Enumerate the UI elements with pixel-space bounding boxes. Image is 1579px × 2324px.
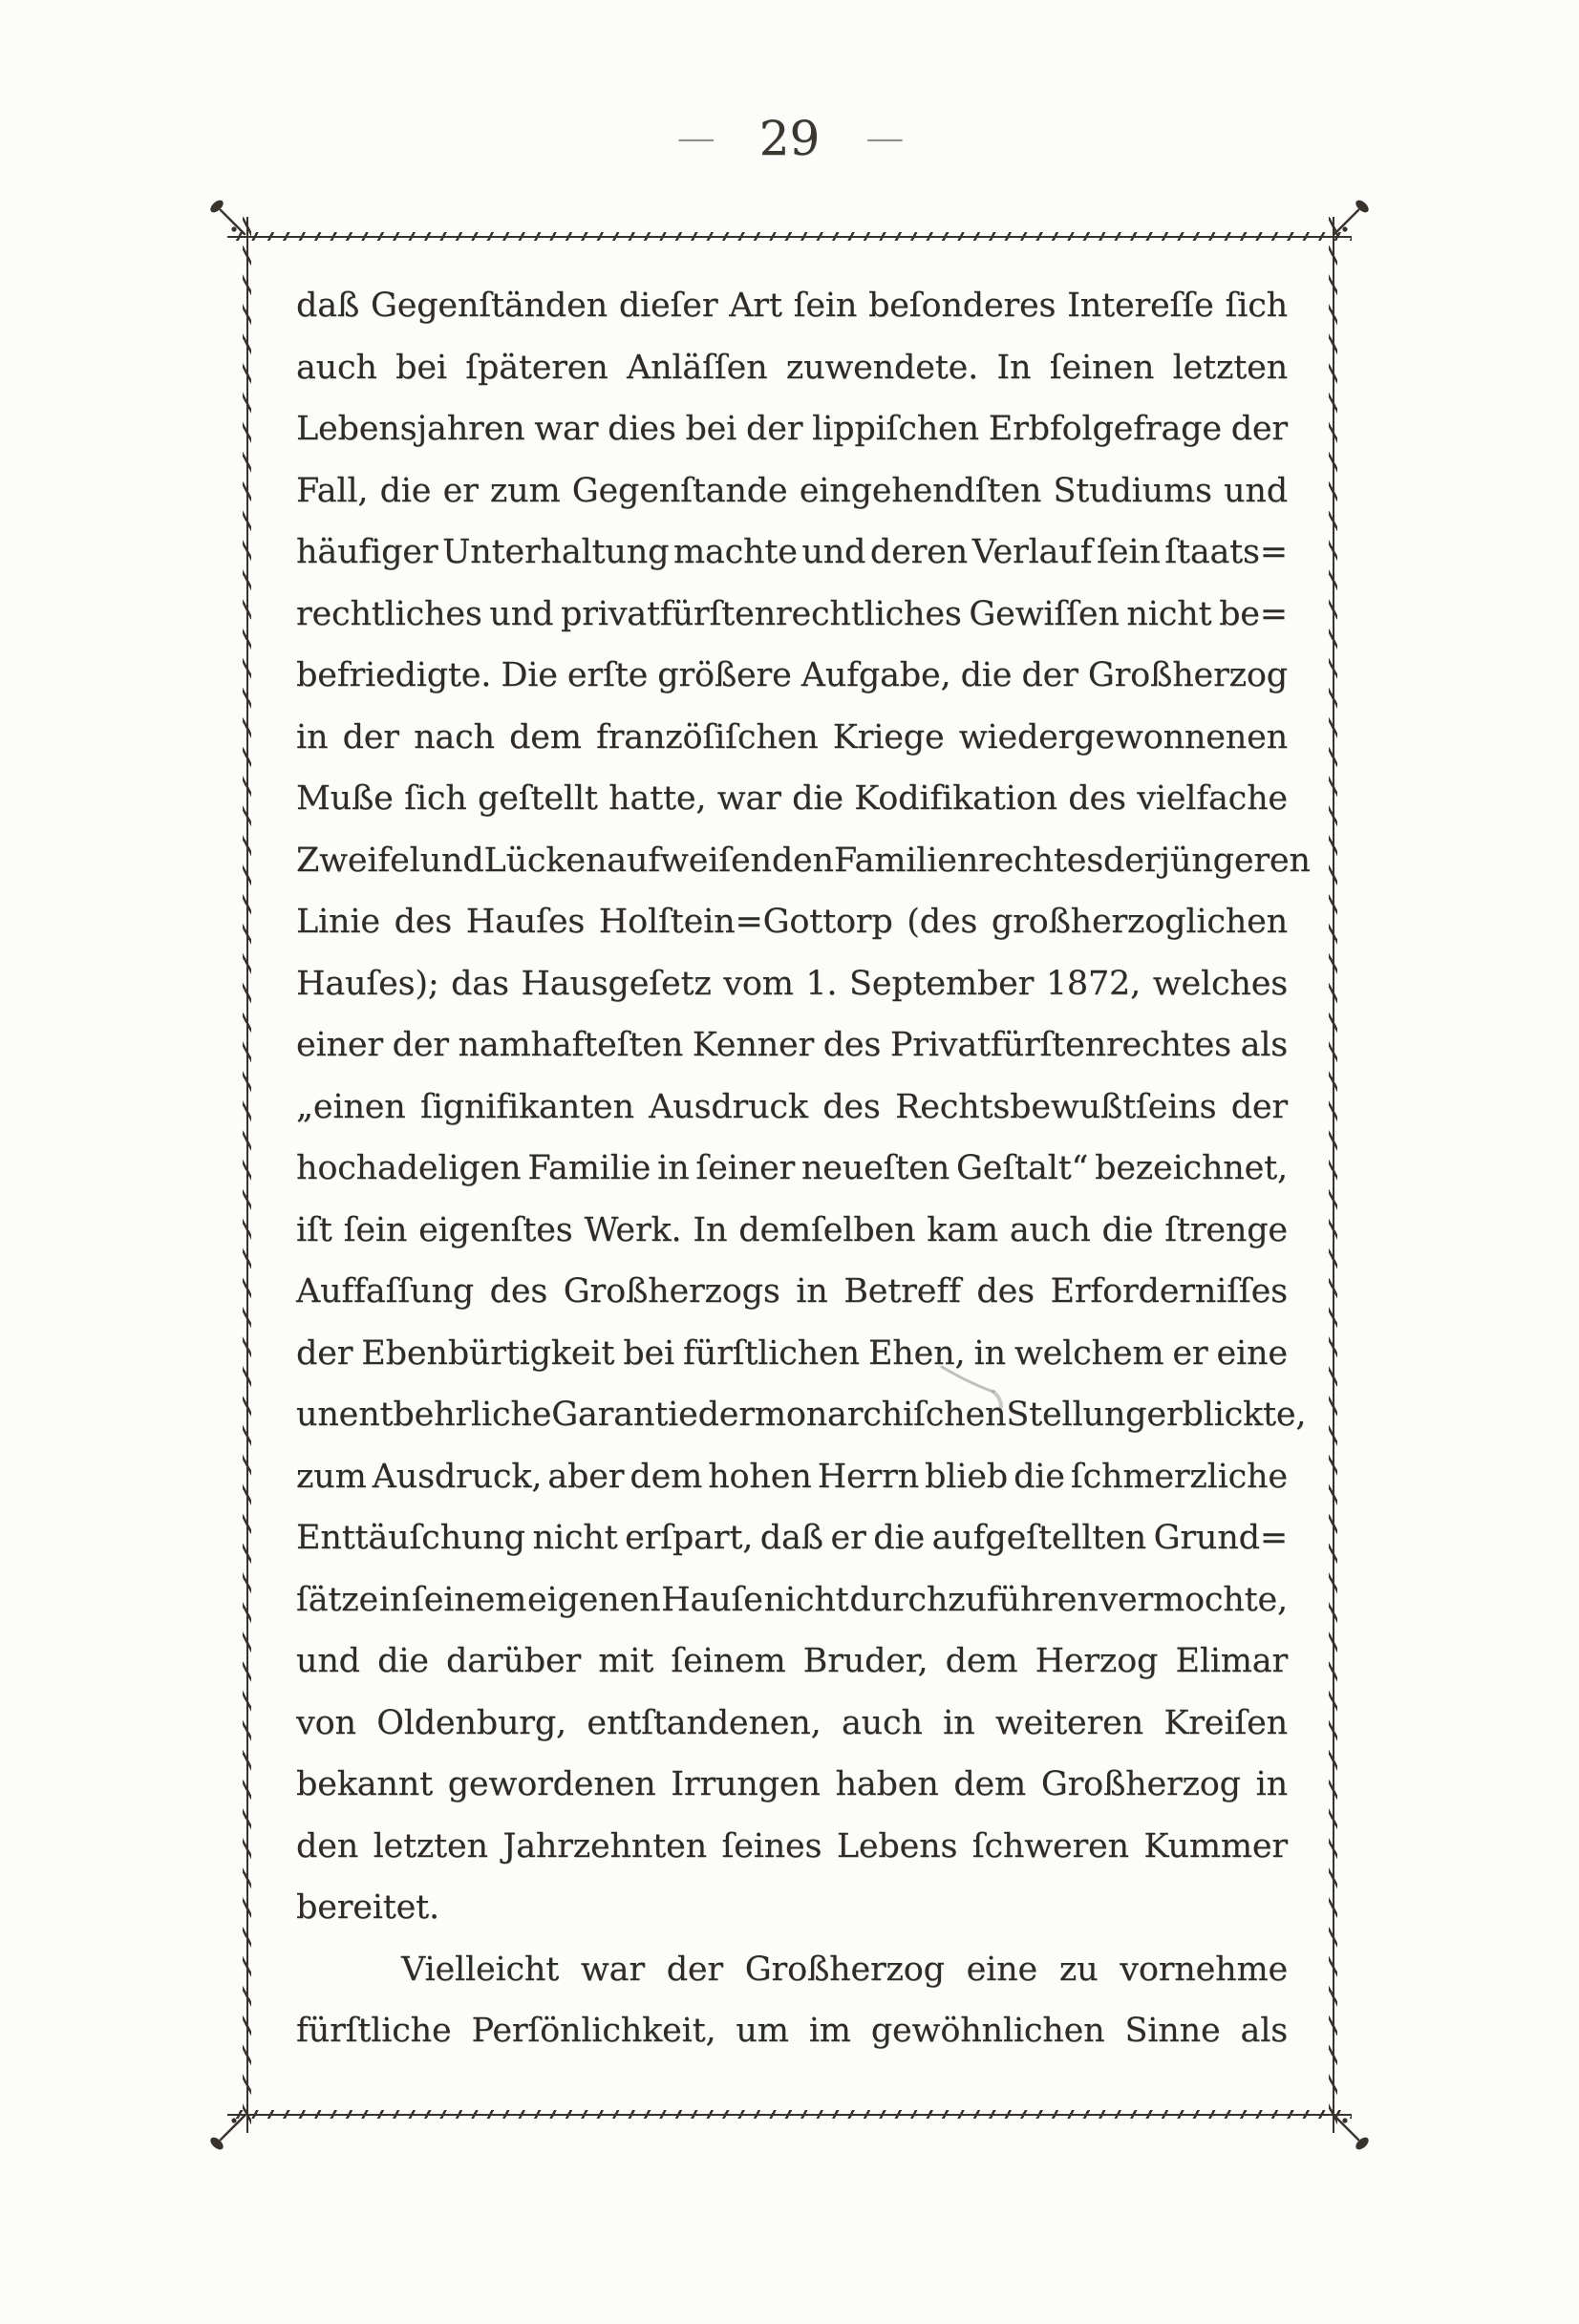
word: größere xyxy=(657,656,792,694)
word: Ebenbürtigkeit xyxy=(361,1333,615,1373)
word: mit xyxy=(598,1642,654,1680)
word: beſonderes xyxy=(868,287,1056,325)
word: Herrn xyxy=(817,1457,919,1496)
word: geſtellt xyxy=(478,779,598,818)
word: Stellung xyxy=(1006,1396,1147,1434)
word: des xyxy=(976,1272,1035,1311)
text-line xyxy=(296,1323,1288,1385)
word: ſeinem xyxy=(671,1642,786,1680)
word: dem xyxy=(509,717,582,757)
word: erſpart, xyxy=(625,1519,754,1557)
text-line xyxy=(296,1384,1307,1446)
word: ſchmerzliche xyxy=(1070,1457,1288,1496)
word: Geſtalt“ xyxy=(956,1149,1089,1187)
word: in xyxy=(973,1333,1006,1373)
word: zum xyxy=(489,471,561,510)
word: vielfache xyxy=(1137,779,1288,818)
word: und xyxy=(296,1642,360,1680)
ink-smudge-mark xyxy=(938,1364,1024,1421)
text-line xyxy=(296,460,1288,522)
text-line xyxy=(296,584,1288,646)
word: der xyxy=(1021,656,1078,694)
leaf-bud-flourish-icon xyxy=(206,196,248,238)
word: Werk. xyxy=(584,1210,682,1249)
word: eine xyxy=(1216,1333,1288,1373)
text-line xyxy=(296,1200,1288,1262)
word: ſich xyxy=(1225,287,1288,325)
word: die xyxy=(960,656,1013,694)
word: aufgeſtellten xyxy=(931,1519,1146,1557)
page-header xyxy=(246,105,1333,172)
word: gewöhnlichen xyxy=(870,2012,1105,2050)
word: weiteren xyxy=(994,1703,1143,1742)
word: befriedigte. xyxy=(296,656,492,694)
word: monarchiſchen xyxy=(754,1396,1007,1434)
word: daß xyxy=(296,287,360,325)
word: rechtliches xyxy=(296,594,482,633)
word: in xyxy=(296,717,329,757)
word: letzten xyxy=(1172,348,1288,387)
word: Hauſes); xyxy=(296,964,439,1003)
word: neueſten xyxy=(800,1149,950,1187)
word: hohen xyxy=(708,1457,812,1496)
text-line xyxy=(296,398,1288,460)
word: Zweifel xyxy=(296,841,420,880)
word: Grund= xyxy=(1153,1519,1288,1557)
text-line xyxy=(296,1261,1288,1323)
word: privatfürſtenrechtliches xyxy=(561,594,962,633)
word: be= xyxy=(1219,594,1288,633)
word: Familie xyxy=(527,1149,651,1187)
word: welches xyxy=(1152,964,1288,1003)
word: und xyxy=(489,594,554,633)
word: ſtrenge xyxy=(1164,1210,1288,1249)
text-line xyxy=(296,1693,1288,1755)
word: Art xyxy=(729,287,782,325)
word: in xyxy=(1255,1765,1288,1803)
leaf-bud-flourish-icon xyxy=(1331,196,1373,238)
word: als xyxy=(1240,1026,1288,1064)
word: eingehendſten xyxy=(799,471,1042,510)
word: Irrungen xyxy=(671,1765,821,1803)
word: Großherzog xyxy=(744,1950,945,1989)
word: des xyxy=(822,1087,881,1126)
word: Studiums xyxy=(1053,471,1212,510)
text-line xyxy=(296,1507,1288,1569)
word: kam xyxy=(927,1210,998,1249)
word: ſeinen xyxy=(1049,348,1155,387)
page-number: 29 xyxy=(758,111,821,166)
word: er xyxy=(1172,1333,1208,1373)
text-line xyxy=(296,1816,1288,1878)
word: er xyxy=(442,471,479,510)
word: ſchweren xyxy=(971,1826,1129,1866)
word: dem xyxy=(629,1457,703,1496)
word: Verlauf xyxy=(971,533,1093,571)
word: Perſönlichkeit, xyxy=(471,2012,716,2050)
word: Hauſes xyxy=(465,903,586,941)
word: Kodifikation xyxy=(854,779,1057,818)
word: Lebens xyxy=(836,1826,958,1866)
word: vermochte, xyxy=(1099,1580,1288,1619)
word: Lücken xyxy=(483,841,608,880)
header-dash-right: — xyxy=(865,120,903,157)
word: Gewiſſen xyxy=(969,594,1120,633)
word: Großherzogs xyxy=(563,1272,780,1311)
word: Kreiſen xyxy=(1163,1703,1288,1742)
word: aufweiſenden xyxy=(607,841,834,880)
word: dem xyxy=(953,1765,1027,1803)
word: und xyxy=(419,841,484,880)
word: Familienrechtes xyxy=(833,841,1104,880)
word: Kriege xyxy=(832,717,945,757)
word: ſpäteren xyxy=(465,348,608,387)
text-line xyxy=(296,275,1288,337)
text-line xyxy=(296,1014,1288,1077)
word: ſein xyxy=(793,287,858,325)
word: entſtandenen, xyxy=(587,1703,822,1742)
word: Kenner xyxy=(692,1026,815,1064)
word: Jahrzehnten xyxy=(502,1826,707,1866)
word: demſelben xyxy=(738,1210,916,1249)
word: Erbfolgefrage xyxy=(988,410,1222,448)
text-line xyxy=(296,1939,1288,2001)
header-dash-left: — xyxy=(676,120,714,157)
word: nicht xyxy=(532,1519,618,1557)
text-line xyxy=(296,645,1288,707)
word: dem xyxy=(945,1642,1018,1680)
word: machte xyxy=(672,533,798,571)
text-line xyxy=(296,1569,1288,1631)
word: durchzuführen xyxy=(849,1580,1099,1619)
word: deren xyxy=(869,533,969,571)
word: iſt xyxy=(296,1210,332,1249)
leaf-bud-flourish-icon xyxy=(1331,2112,1373,2154)
word: Privatfürſtenrechtes xyxy=(889,1026,1231,1064)
word: zu xyxy=(1058,1950,1099,1989)
word: ſeiner xyxy=(695,1149,796,1187)
word: Unterhaltung xyxy=(442,533,670,571)
word: Großherzog xyxy=(1087,656,1288,694)
word: namhafteſten xyxy=(458,1026,684,1064)
word: darüber xyxy=(446,1642,582,1680)
border-edge-bottom xyxy=(227,2110,1352,2119)
word: der xyxy=(296,1333,353,1373)
text-line xyxy=(296,1631,1288,1693)
word: der xyxy=(666,1950,723,1989)
word: aber xyxy=(547,1457,625,1496)
word: in xyxy=(657,1149,690,1187)
text-line xyxy=(296,707,1288,769)
word: jüngeren xyxy=(1160,841,1311,880)
word: ſätze xyxy=(296,1580,379,1619)
word: Rechtsbewußtſeins xyxy=(895,1087,1217,1126)
text-line xyxy=(296,953,1288,1015)
word: auch xyxy=(841,1703,923,1742)
word: blieb xyxy=(925,1457,1008,1496)
word: franzöſiſchen xyxy=(596,717,819,757)
word: die xyxy=(873,1519,925,1557)
text-line xyxy=(296,337,1288,399)
word: zum xyxy=(296,1457,367,1496)
word: unentbehrliche xyxy=(296,1396,552,1434)
word: Betreff xyxy=(843,1272,961,1311)
word: war xyxy=(534,410,599,448)
word: gewordenen xyxy=(447,1765,656,1803)
word: In xyxy=(996,348,1032,387)
word: der xyxy=(1230,1087,1288,1126)
word: Herzog xyxy=(1035,1642,1159,1680)
word: Elimar xyxy=(1175,1642,1288,1680)
word: Lebensjahren xyxy=(296,410,525,448)
word: bei xyxy=(623,1333,674,1373)
word: Fall, xyxy=(296,471,369,510)
text-line xyxy=(296,768,1288,830)
word: des xyxy=(394,903,453,941)
word: Aufgabe, xyxy=(800,656,951,694)
word: war xyxy=(580,1950,645,1989)
word: in xyxy=(796,1272,828,1311)
text-line xyxy=(296,891,1288,953)
word: auch xyxy=(1009,1210,1091,1249)
word: Muße xyxy=(296,779,394,818)
word: als xyxy=(1240,2012,1288,2050)
word: großherzoglichen xyxy=(991,903,1288,941)
word: Linie xyxy=(296,903,380,941)
word: dies xyxy=(608,410,676,448)
word: der xyxy=(697,1396,755,1434)
word: der xyxy=(746,410,803,448)
word: des xyxy=(822,1026,882,1064)
word: auch xyxy=(296,348,377,387)
word: ſignifikanten xyxy=(420,1087,634,1126)
word: zuwendete. xyxy=(785,348,979,387)
word: wiedergewonnenen xyxy=(958,717,1288,757)
word: hochadeligen xyxy=(296,1149,522,1187)
word: und xyxy=(1224,471,1288,510)
word: haben xyxy=(835,1765,939,1803)
word: Ehen, xyxy=(867,1333,966,1373)
word: in xyxy=(378,1580,412,1619)
word: Ausdruck xyxy=(649,1087,808,1126)
word: das xyxy=(451,964,509,1003)
text-line xyxy=(296,1754,1288,1816)
word: die xyxy=(792,779,843,818)
text-line xyxy=(296,1077,1288,1139)
word: von xyxy=(296,1703,356,1742)
word: nach xyxy=(414,717,495,757)
word: häufiger xyxy=(296,533,438,571)
word: der xyxy=(342,717,399,757)
word: September xyxy=(849,964,1035,1003)
word: „einen xyxy=(296,1087,406,1126)
word: hatte, xyxy=(608,779,707,818)
text-line xyxy=(296,522,1288,584)
border-edge-right xyxy=(1329,217,1337,2133)
word: vornehme xyxy=(1120,1950,1288,1989)
word: nicht xyxy=(1126,594,1212,633)
word: Garantie xyxy=(551,1396,698,1434)
border-edge-top xyxy=(227,232,1352,241)
word: Die xyxy=(501,656,558,694)
text-line xyxy=(296,830,1311,892)
word: eigenſtes xyxy=(418,1210,573,1249)
word: Bruder, xyxy=(802,1642,928,1680)
word: Hausgeſetz xyxy=(521,964,712,1003)
word: in xyxy=(943,1703,975,1742)
word: (des xyxy=(907,903,978,941)
word: 1872, xyxy=(1045,964,1142,1003)
word: um xyxy=(736,2012,789,2050)
word: dieſer xyxy=(618,287,718,325)
word: Erforderniſſes xyxy=(1050,1272,1288,1311)
word: 1. xyxy=(805,964,838,1003)
border-edge-left xyxy=(243,217,251,2133)
word: des xyxy=(489,1272,548,1311)
word: ſein xyxy=(1096,533,1161,571)
word: die xyxy=(1101,1210,1154,1249)
word: Sinne xyxy=(1124,2012,1221,2050)
word: die xyxy=(377,1642,429,1680)
word: nicht xyxy=(763,1580,849,1619)
word: der xyxy=(1103,841,1161,880)
word: Auffaſſung xyxy=(296,1272,474,1311)
word: ſein xyxy=(343,1210,408,1249)
word: welchem xyxy=(1014,1333,1164,1373)
word: ſich xyxy=(404,779,467,818)
word: Gegenſtänden xyxy=(370,287,608,325)
word: der xyxy=(392,1026,449,1064)
word: fürſtliche xyxy=(296,2012,452,2050)
word: den xyxy=(296,1826,359,1866)
word: ſeines xyxy=(721,1826,822,1866)
word: bezeichnet, xyxy=(1095,1149,1288,1187)
word: die xyxy=(1014,1457,1065,1496)
word: war xyxy=(716,779,781,818)
word: Holſtein=Gottorp xyxy=(598,903,893,941)
word: In xyxy=(693,1210,728,1249)
text-line xyxy=(296,1877,1288,1939)
word: Gegenſtande xyxy=(571,471,788,510)
word: daß xyxy=(759,1519,823,1557)
word: fürſtlichen xyxy=(683,1333,860,1373)
word: Intereſſe xyxy=(1067,287,1214,325)
word: bei xyxy=(685,410,737,448)
word: Kummer xyxy=(1143,1826,1288,1866)
word: und xyxy=(801,533,866,571)
word: letzten xyxy=(373,1826,488,1866)
text-block xyxy=(296,275,1311,2062)
word: Anläſſen xyxy=(627,348,768,387)
word: bei xyxy=(395,348,447,387)
word: im xyxy=(808,2012,851,2050)
word: vom xyxy=(723,964,794,1003)
word: Enttäuſchung xyxy=(296,1519,525,1557)
word: Vielleicht xyxy=(401,1950,560,1989)
word: er xyxy=(830,1519,866,1557)
leaf-bud-flourish-icon xyxy=(206,2112,248,2154)
word: eine xyxy=(966,1950,1038,1989)
word: lippiſchen xyxy=(812,410,979,448)
word: eigenen xyxy=(526,1580,661,1619)
word: bereitet. xyxy=(296,1888,439,1927)
word: bekannt xyxy=(296,1765,433,1803)
word: Oldenburg, xyxy=(376,1703,566,1742)
word: ſtaats= xyxy=(1164,533,1288,571)
word: erblickte, xyxy=(1146,1396,1307,1434)
text-line xyxy=(296,2000,1288,2062)
word: erſte xyxy=(566,656,649,694)
word: Ausdruck, xyxy=(372,1457,543,1496)
text-line xyxy=(296,1138,1288,1200)
word: Hauſe xyxy=(661,1580,763,1619)
word: ſeinem xyxy=(412,1580,527,1619)
word: die xyxy=(379,471,432,510)
word: Großherzog xyxy=(1040,1765,1241,1803)
text-line xyxy=(296,1446,1288,1508)
word: der xyxy=(1230,410,1288,448)
word: des xyxy=(1068,779,1126,818)
word: einer xyxy=(296,1026,383,1064)
